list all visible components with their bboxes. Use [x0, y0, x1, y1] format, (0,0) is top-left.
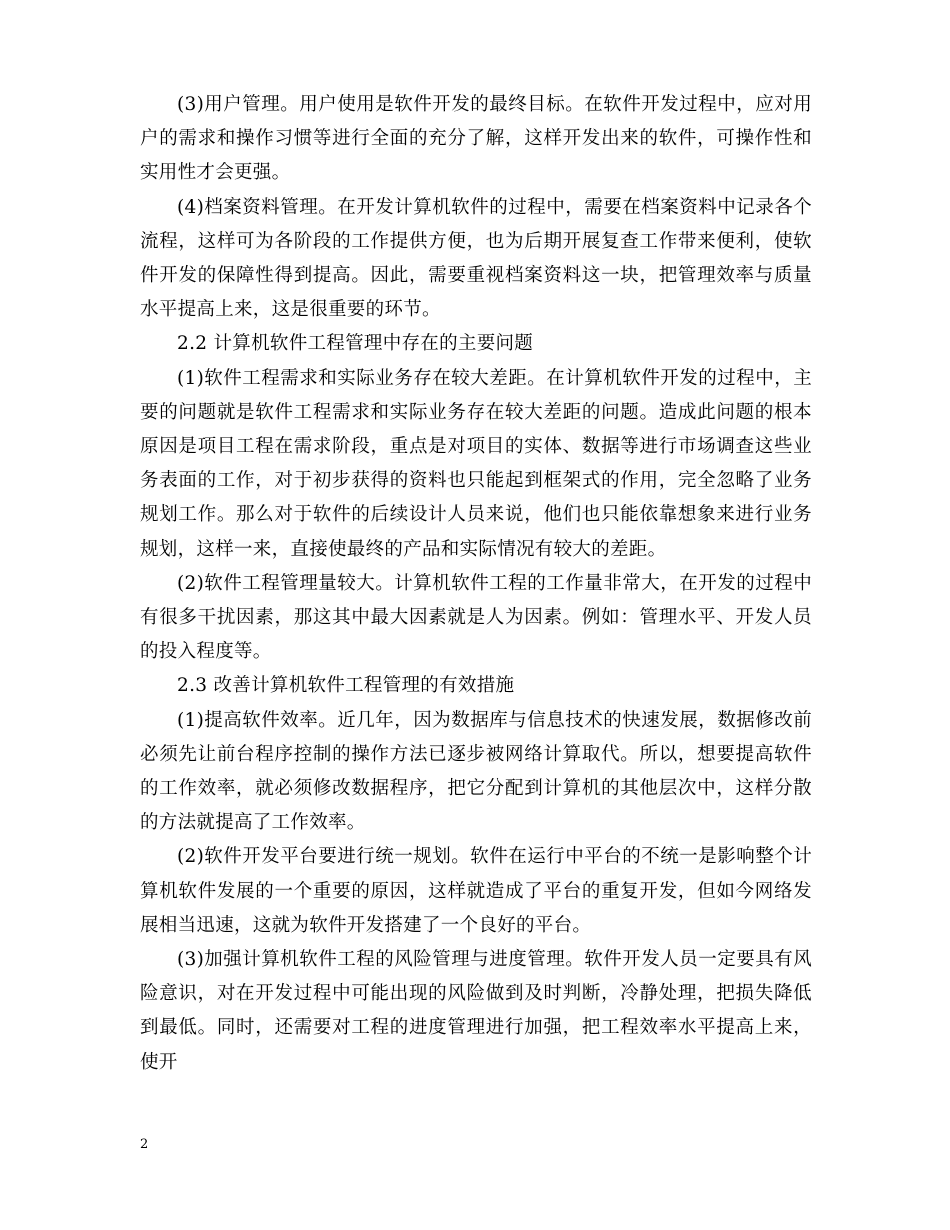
document-body [140, 88, 812, 1080]
page-number: 2 [140, 1137, 149, 1152]
paragraph-archive-management: (4)档案资料管理。在开发计算机软件的过程中，需要在档案资料中记录各个流程，这样可为各阶段的工作提供方便，也为后期开展复查工作带来便利，使软件开发的保障性得到提高。因此，需要重视档案资料这一块，把管理效率与质量水平提高上来，这是很重要的环节。 [140, 196, 812, 321]
paragraph-platform: (2)软件开发平台要进行统一规划。软件在运行中平台的不统一是影响整个计算机软件发展的一个重要的原因，这样就造成了平台的重复开发，但如今网络发展相当迅速，这就为软件开发搭建了一个良好的平台。 [140, 846, 812, 936]
section-heading-2-3: 2.3 改善计算机软件工程管理的有效措施 [177, 675, 515, 697]
paragraph-efficiency: (1)提高软件效率。近几年，因为数据库与信息技术的快速发展，数据修改前必须先让前台程序控制的操作方法已逐步被网络计算取代。所以，想要提高软件的工作效率，就必须修改数据程序，把它分配到计算机的其他层次中，这样分散的方法就提高了工作效率。 [140, 709, 812, 834]
paragraph-requirement-gap: (1)软件工程需求和实际业务存在较大差距。在计算机软件开发的过程中，主要的问题就是软件工程需求和实际业务存在较大差距的问题。造成此问题的根本原因是项目工程在需求阶段，重点是对项目的实体、数据等进行市场调查这些业务表面的工作，对于初步获得的资料也只能起到框架式的作用，完全忽略了业务规划工作。那么对于软件的后续设计人员来说，他们也只能依靠想象来进行业务规划，这样一来，直接使最终的产品和实际情况有较大的差距。 [140, 367, 812, 560]
paragraph-risk-progress: (3)加强计算机软件工程的风险管理与进度管理。软件开发人员一定要具有风险意识，对在开发过程中可能出现的风险做到及时判断，冷静处理，把损失降低到最低。同时，还需要对工程的进度管理进行加强，把工程效率水平提高上来，使开 [140, 949, 812, 1073]
paragraph-workload: (2)软件工程管理量较大。计算机软件工程的工作量非常大，在开发的过程中有很多干扰因素，那这其中最大因素就是人为因素。例如：管理水平、开发人员的投入程度等。 [140, 572, 812, 663]
section-heading-2-2: 2.2 计算机软件工程管理中存在的主要问题 [177, 333, 534, 355]
paragraph-user-management: (3)用户管理。用户使用是软件开发的最终目标。在软件开发过程中，应对用户的需求和操作习惯等进行全面的充分了解，这样开发出来的软件，可操作性和实用性才会更强。 [140, 94, 812, 184]
